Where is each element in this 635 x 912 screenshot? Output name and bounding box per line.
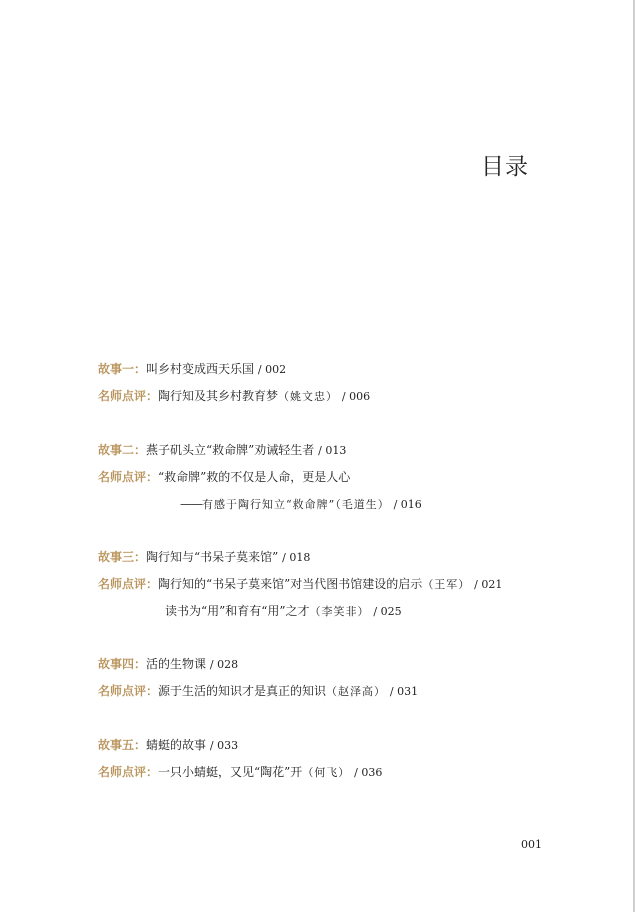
page-number: 001	[521, 838, 542, 851]
label-separator: ：	[134, 657, 147, 671]
story-title: 叫乡村变成西天乐国	[146, 362, 255, 376]
story-label: 故事三	[98, 550, 135, 564]
toc-story-2[interactable]	[98, 442, 346, 459]
story-page: / 033	[209, 739, 239, 752]
label-separator: ：	[146, 470, 159, 484]
toc-review-2-1[interactable]	[98, 469, 350, 485]
review-author: （赵泽高）	[326, 685, 387, 698]
toc-review-3-2[interactable]	[165, 603, 402, 620]
label-separator: ：	[134, 362, 147, 376]
toc-story-3[interactable]	[98, 549, 310, 566]
review-title: “救命牌”救的不仅是人命，更是人心	[158, 470, 351, 484]
label-separator: ：	[134, 738, 147, 752]
review-author: （毛道生）	[335, 498, 390, 511]
subtitle-dash: ——	[180, 497, 202, 511]
review-label: 名师点评	[98, 389, 147, 403]
review-title: 陶行知的“书呆子莫来馆”对当代图书馆建设的启示	[158, 577, 423, 591]
review-page: / 006	[341, 390, 371, 403]
story-page: / 028	[209, 658, 239, 671]
label-separator: ：	[146, 389, 159, 403]
review-page: / 021	[474, 578, 503, 591]
review-label: 名师点评	[98, 765, 147, 779]
review-author: （王军）	[422, 578, 471, 591]
review-label: 名师点评	[98, 470, 147, 484]
review-label: 名师点评	[98, 684, 147, 698]
story-page: / 018	[282, 551, 311, 564]
story-label: 故事五	[98, 738, 135, 752]
label-separator: ：	[146, 577, 159, 591]
toc-story-1[interactable]	[98, 361, 286, 378]
review-author: （姚文忠）	[278, 390, 339, 403]
story-label: 故事二	[98, 443, 135, 457]
story-label: 故事四	[98, 657, 135, 671]
review-label: 名师点评	[98, 577, 147, 591]
toc-story-5[interactable]	[98, 737, 238, 754]
story-title: 蜻蜓的故事	[146, 738, 207, 752]
review-title: 读书为“用”和育有“用”之才	[165, 604, 310, 618]
toc-review-5-1[interactable]	[98, 764, 382, 781]
story-title: 活的生物课	[146, 657, 207, 671]
story-title: 陶行知与“书呆子莫来馆”	[146, 550, 279, 564]
toc-review-3-1[interactable]	[98, 576, 502, 593]
page-title: 目录	[481, 154, 529, 180]
story-label: 故事一	[98, 362, 135, 376]
review-title: 源于生活的知识才是真正的知识	[158, 684, 327, 698]
label-separator: ：	[134, 443, 147, 457]
review-title: 一只小蜻蜓，又见“陶花”开	[158, 765, 303, 779]
label-separator: ：	[146, 684, 159, 698]
review-page: / 025	[373, 605, 402, 618]
toc-review-1-1[interactable]	[98, 388, 370, 405]
toc-review-2-1-subtitle[interactable]	[180, 496, 422, 513]
toc-story-4[interactable]	[98, 656, 238, 673]
review-author: （何飞）	[302, 766, 351, 779]
story-page: / 002	[257, 363, 287, 376]
toc-review-4-1[interactable]	[98, 683, 418, 700]
review-page: / 016	[393, 498, 422, 511]
review-subtitle: 有感于陶行知立“救命牌”	[202, 498, 336, 511]
label-separator: ：	[134, 550, 147, 564]
story-page: / 013	[318, 444, 347, 457]
story-title: 燕子矶头立“救命牌”劝诫轻生者	[146, 443, 315, 457]
review-page: / 031	[389, 685, 419, 698]
review-page: / 036	[354, 766, 383, 779]
review-author: （李笑非）	[309, 605, 370, 618]
label-separator: ：	[146, 765, 159, 779]
review-title: 陶行知及其乡村教育梦	[158, 389, 279, 403]
